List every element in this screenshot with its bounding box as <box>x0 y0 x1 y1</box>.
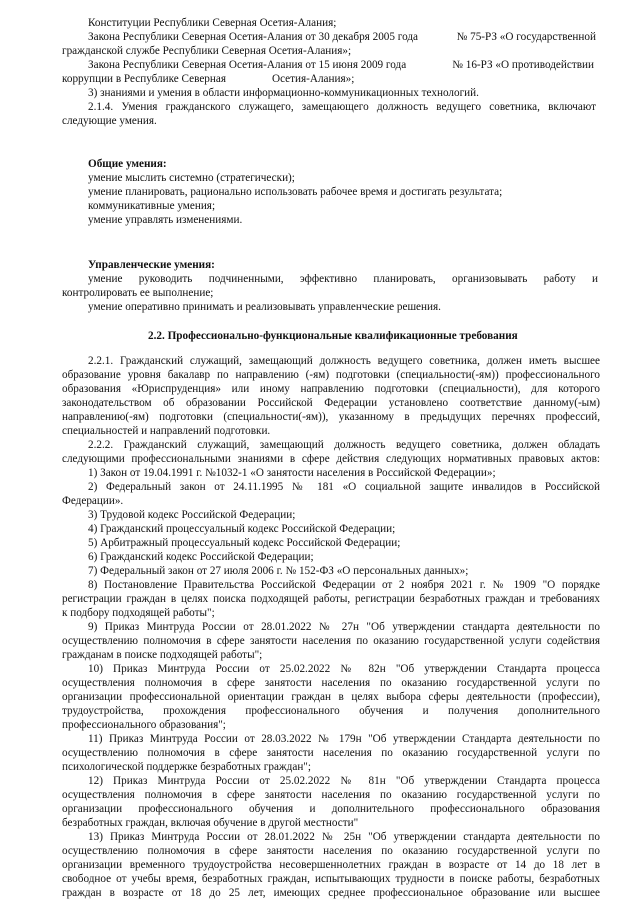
section-heading: 2.2. Профессионально-функциональные квалификационные требования <box>148 330 518 342</box>
text-line: 9) Приказ Минтруда России от 28.01.2022 № 27н "Об утверждении стандарта деятельности по <box>88 621 600 633</box>
text-line: Конституции Республики Северная Осетия-Алания; <box>88 17 337 29</box>
text-line: организации временного трудоустройства несовершеннолетних граждан в возрасте от 14 до 18 лет в <box>62 859 600 871</box>
text-line: Закона Республики Северная Осетия-Алания от 30 декабря 2005 года № 75-РЗ «О государственной <box>88 31 596 43</box>
text-line: 10) Приказ Минтруда России от 25.02.2022 № 82н "Об утверждении Стандарта процесса <box>88 663 600 675</box>
text-line: 2.2.2. Гражданский служащий, замещающий должность ведущего советника, должен обладать <box>88 439 600 451</box>
text-line: гражданской службе Республики Северная Осетия-Алания»; <box>62 45 352 57</box>
text-line: коррупции в Республике Северная Осетия-Алания»; <box>62 73 355 85</box>
text-line: 8) Постановление Правительства Российской Федерации от 2 ноября 2021 г. № 1909 "О порядке <box>88 579 600 591</box>
text-line: контролировать ее выполнение; <box>62 287 214 299</box>
text-line: следующие умения. <box>62 115 157 127</box>
text-line: организации профессионального обучения и дополнительного профессионального образования <box>62 803 600 815</box>
text-line: гражданам в поиске подходящей работы"; <box>62 649 263 661</box>
text-line: 1) Закон от 19.04.1991 г. №1032-1 «О занятости населения в Российской Федерации»; <box>88 467 496 479</box>
text-line: 11) Приказ Минтруда России от 28.03.2022 № 179н "Об утверждении Стандарта деятельности по <box>88 733 600 745</box>
text-line: 6) Гражданский кодекс Российской Федерации; <box>88 551 314 563</box>
text-line: 13) Приказ Минтруда России от 28.01.2022 № 25н "Об утверждении стандарта деятельности по <box>88 831 600 843</box>
text-line: умение планировать, рационально использовать рабочее время и достигать результата; <box>88 186 503 198</box>
text-line: коммуникативные умения; <box>88 200 216 212</box>
text-line: умение руководить подчиненными, эффективно планировать, организовывать работу и <box>88 273 598 285</box>
text-line: специальностей и направлений подготовки. <box>62 425 271 437</box>
section-heading: Управленческие умения: <box>88 259 215 271</box>
section-heading: Общие умения: <box>88 158 167 170</box>
text-line: 12) Приказ Минтруда России от 25.02.2022 № 81н "Об утверждении Стандарта процесса <box>88 775 600 787</box>
text-line: Федерации». <box>62 495 124 507</box>
text-line: осуществлению полномочия в сфере занятости населения по оказанию государственной услуги по <box>62 747 600 759</box>
text-line: 3) знаниями и умения в области информационно-коммуникационных технологий. <box>88 87 479 99</box>
text-line: умение мыслить системно (стратегически); <box>88 172 295 184</box>
text-line: 7) Федеральный закон от 27 июля 2006 г. № 152-ФЗ «О персональных данных»; <box>88 565 469 577</box>
text-line: регистрации граждан в целях поиска подходящей работы, регистрации безработных граждан и требованиях <box>62 593 600 605</box>
text-line: законодательством об образовании Российской Федерации установлено соответствие данному(-ым) <box>62 397 600 409</box>
text-line: к подбору подходящей работы"; <box>62 607 215 619</box>
text-line: осуществления полномочия в сфере занятости населения по оказанию государственной услуги по <box>62 789 600 801</box>
text-line: граждан в возрасте от 18 до 25 лет, имеющих среднее профессиональное образование или высшее <box>62 887 600 899</box>
text-line: Закона Республики Северная Осетия-Алания от 15 июня 2009 года № 16-РЗ «О противодействии <box>88 59 594 71</box>
text-line: трудоустройства, прохождения профессионального обучения и получения дополнительного <box>62 705 600 717</box>
text-line: образования «Юриспруденция» или иному направлению подготовки (специальности), для которого <box>62 383 600 395</box>
text-line: осуществлению полномочия в сфере занятости населения по оказанию государственной услуги по <box>62 845 600 857</box>
text-line: следующими профессиональными знаниями в сфере действия следующих нормативных правовых актов: <box>62 453 600 465</box>
text-line: организации профессиональной ориентации граждан в целях выбора сферы деятельности (профессии), <box>62 691 600 703</box>
text-line: безработных граждан, включая обучение в другой местности" <box>62 817 359 829</box>
text-line: 5) Арбитражный процессуальный кодекс Российской Федерации; <box>88 537 401 549</box>
text-line: образование уровня бакалавр по направлению (-ям) подготовки (специальности(-ям)) профессионального <box>62 369 600 381</box>
text-line: 4) Гражданский процессуальный кодекс Российской Федерации; <box>88 523 396 535</box>
text-line: свободное от учебы время, безработных граждан, испытывающих трудности в поиске работы, безработных <box>62 873 600 885</box>
text-line: 2.2.1. Гражданский служащий, замещающий должность ведущего советника, должен иметь высшее <box>88 355 600 367</box>
text-line: 2.1.4. Умения гражданского служащего, замещающего должность ведущего советника, включают <box>88 101 596 113</box>
text-line: 2) Федеральный закон от 24.11.1995 № 181 «О социальной защите инвалидов в Российской <box>88 481 600 493</box>
text-line: осуществлению полномочия в сфере занятости населения по оказанию государственной услуги содействия <box>62 635 600 647</box>
text-line: направлению(-ям) подготовки (специальности(-ям)), указанному в предыдущих перечнях профессий, <box>62 411 600 423</box>
text-line: осуществления полномочия в сфере занятости населения по оказанию государственной услуги по <box>62 677 600 689</box>
text-line: 3) Трудовой кодекс Российской Федерации; <box>88 509 296 521</box>
text-line: профессионального образования"; <box>62 719 226 731</box>
text-line: умение оперативно принимать и реализовывать управленческие решения. <box>88 301 441 313</box>
text-line: психологической поддержке безработных граждан"; <box>62 761 311 773</box>
text-line: умение управлять изменениями. <box>88 214 243 226</box>
